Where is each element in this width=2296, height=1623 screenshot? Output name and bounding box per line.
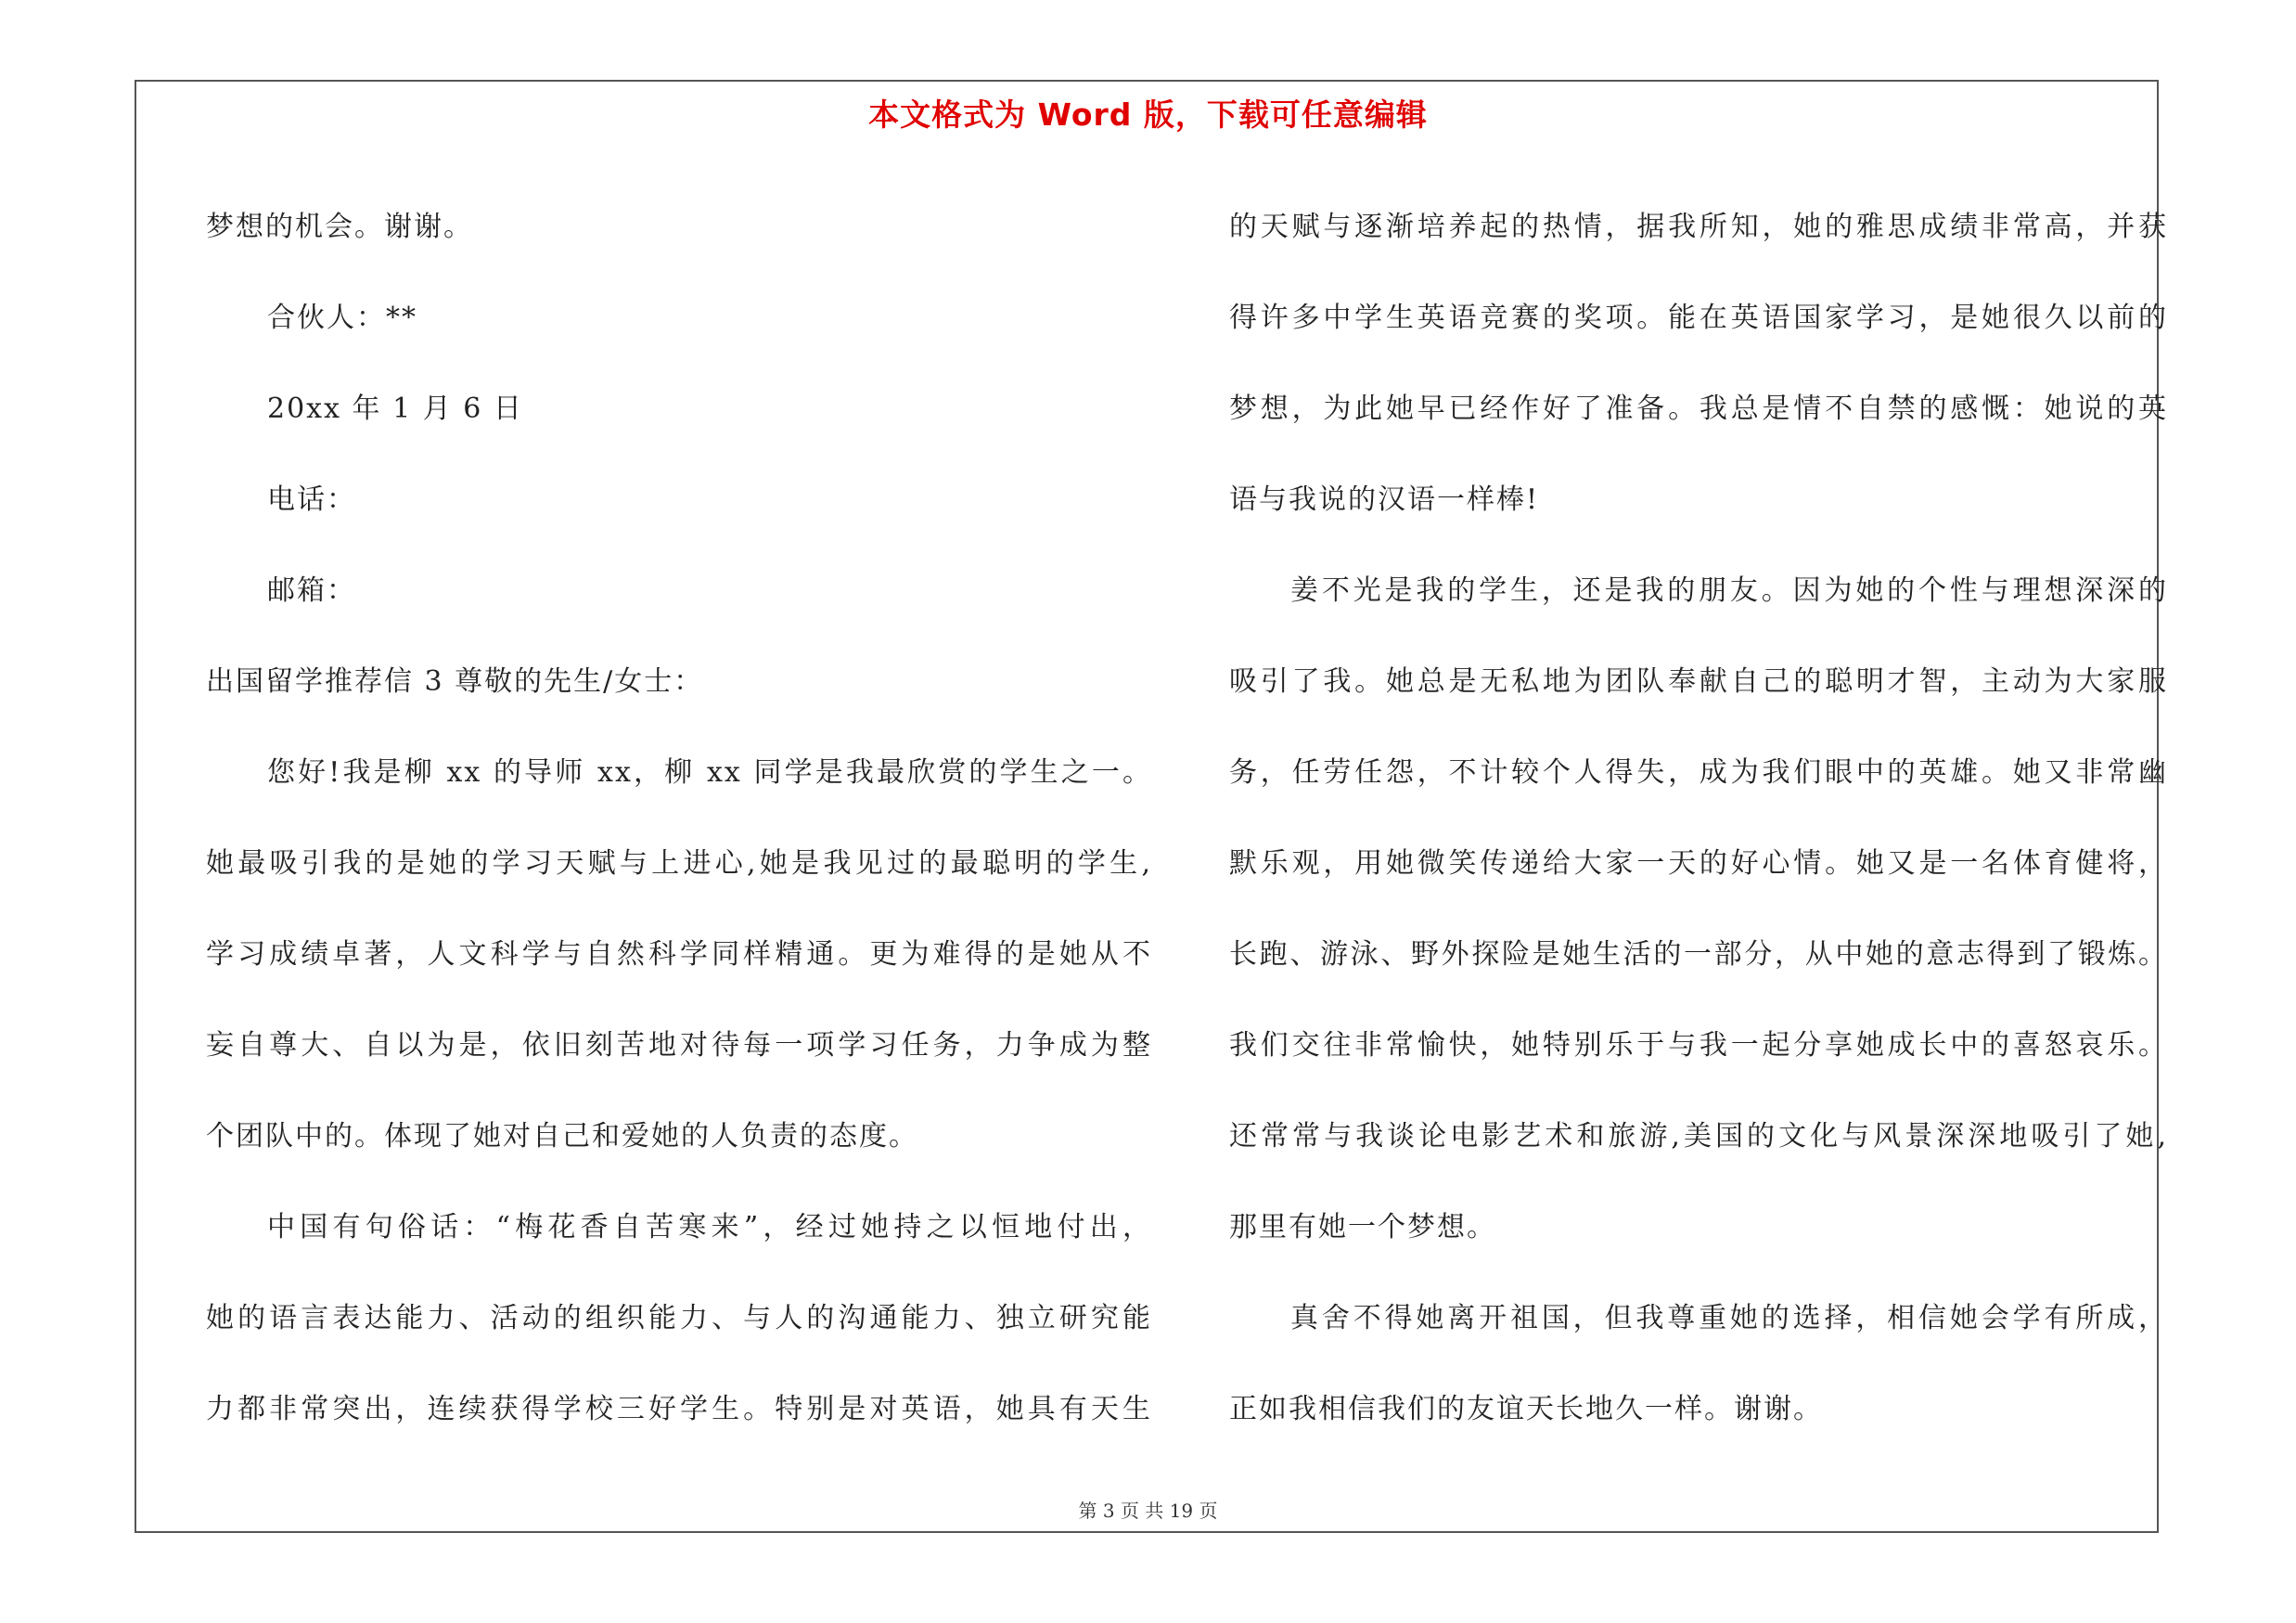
text-line: 语与我说的汉语一样棒! xyxy=(1229,483,1540,516)
letter-heading: 出国留学推荐信 3 尊敬的先生/女士： xyxy=(206,665,704,698)
text-line: 中国有句俗话：“梅花香自苦寒来”，经过她持之以恒地付出， xyxy=(267,1211,1152,1243)
signature-phone: 电话： xyxy=(267,483,356,516)
signature-email: 邮箱： xyxy=(267,574,356,607)
text-line: 吸引了我。她总是无私地为团队奉献自己的聪明才智，主动为大家服 xyxy=(1229,665,2168,698)
text-line: 正如我相信我们的友谊天长地久一样。谢谢。 xyxy=(1229,1393,1823,1425)
text-line: 学习成绩卓著，人文科学与自然科学同样精通。更为难得的是她从不 xyxy=(206,938,1152,971)
signature-date: 20xx 年 1 月 6 日 xyxy=(267,393,523,425)
text-line: 梦想的机会。谢谢。 xyxy=(206,211,473,243)
page-number: 第 3 页 共 19 页 xyxy=(1078,1500,1218,1522)
format-banner: 本文格式为 Word 版，下载可任意编辑 xyxy=(868,97,1428,133)
text-line: 梦想，为此她早已经作好了准备。我总是情不自禁的感慨：她说的英 xyxy=(1229,393,2168,425)
text-line: 得许多中学生英语竞赛的奖项。能在英语国家学习，是她很久以前的 xyxy=(1229,302,2168,334)
text-line: 她最吸引我的是她的学习天赋与上进心,她是我见过的最聪明的学生, xyxy=(206,847,1152,880)
text-line: 个团队中的。体现了她对自己和爱她的人负责的态度。 xyxy=(206,1120,918,1153)
text-line: 务，任劳任怨，不计较个人得失，成为我们眼中的英雄。她又非常幽 xyxy=(1229,756,2168,789)
signature-partner: 合伙人：** xyxy=(267,302,417,334)
text-line: 默乐观，用她微笑传递给大家一天的好心情。她又是一名体育健将， xyxy=(1229,847,2168,880)
text-line: 您好!我是柳 xx 的导师 xx，柳 xx 同学是我最欣赏的学生之一。 xyxy=(267,756,1152,789)
text-line: 我们交往非常愉快，她特别乐于与我一起分享她成长中的喜怒哀乐。 xyxy=(1229,1029,2168,1062)
text-line: 还常常与我谈论电影艺术和旅游,美国的文化与风景深深地吸引了她, xyxy=(1229,1120,2168,1153)
text-line: 姜不光是我的学生，还是我的朋友。因为她的个性与理想深深的 xyxy=(1290,574,2168,607)
right-column xyxy=(1229,182,2168,1455)
text-line: 妄自尊大、自以为是，依旧刻苦地对待每一项学习任务，力争成为整 xyxy=(206,1029,1152,1062)
text-line: 她的语言表达能力、活动的组织能力、与人的沟通能力、独立研究能 xyxy=(206,1302,1152,1334)
text-line: 力都非常突出，连续获得学校三好学生。特别是对英语，她具有天生 xyxy=(206,1393,1152,1425)
text-line: 的天赋与逐渐培养起的热情，据我所知，她的雅思成绩非常高，并获 xyxy=(1229,211,2168,243)
text-line: 那里有她一个梦想。 xyxy=(1229,1211,1496,1243)
text-line: 长跑、游泳、野外探险是她生活的一部分，从中她的意志得到了锻炼。 xyxy=(1229,938,2168,971)
text-line: 真舍不得她离开祖国，但我尊重她的选择，相信她会学有所成， xyxy=(1290,1302,2168,1334)
left-column xyxy=(206,182,1152,1455)
